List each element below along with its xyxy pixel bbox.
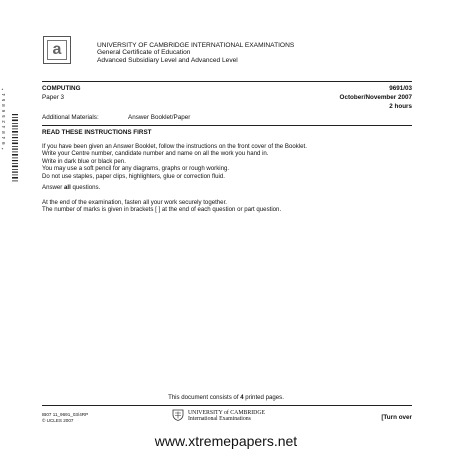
end-instruction-line: The number of marks is given in brackets [ ] at the end of each question or part question.: [42, 206, 282, 214]
instructions-heading: READ THESE INSTRUCTIONS FIRST: [42, 129, 152, 136]
candidate-code: * 9 4 8 4 2 5 6 8 5 4 *: [2, 87, 7, 150]
subject-title: COMPUTING: [42, 85, 81, 92]
footer-university: [188, 410, 265, 423]
top-divider: [42, 81, 412, 82]
end-instructions: [42, 199, 281, 214]
paper-number: Paper 3: [42, 94, 65, 101]
university-header: [97, 42, 294, 64]
document-reference: IB07 11_9691_03/4RP: [42, 412, 89, 417]
answer-instruction: [42, 184, 100, 191]
footer-university-name: UNIVERSITY of CAMBRIDGE: [188, 410, 266, 416]
watermark-url: www.xtremepapers.net: [154, 433, 298, 449]
barcode-icon: [11, 112, 19, 184]
footer-divider: [42, 405, 412, 406]
footer-reference: [42, 412, 88, 423]
certificate-name: General Certificate of Education: [97, 49, 191, 57]
instruction-line: Write in dark blue or black pen.: [42, 157, 126, 165]
instructions-divider: [42, 125, 412, 126]
footer-university-sub: International Examinations: [188, 416, 251, 423]
logo-letter: a: [47, 40, 67, 60]
page-count-note: [0, 394, 452, 401]
answer-prefix: Answer: [42, 184, 65, 191]
paper-code: 9691/03: [389, 85, 412, 92]
exam-session: October/November 2007: [339, 94, 412, 101]
exam-duration: 2 hours: [389, 103, 412, 110]
instruction-line: You may use a soft pencil for any diagrams, graphs or rough working.: [42, 165, 230, 173]
university-name: UNIVERSITY OF CAMBRIDGE INTERNATIONAL EXAMINATIONS: [97, 42, 295, 49]
exam-board-logo: [43, 36, 71, 64]
end-instruction-line: At the end of the examination, fasten all your work securely together.: [42, 199, 227, 206]
copyright-notice: © UCLES 2007: [42, 417, 74, 423]
pages-count: 4: [240, 394, 244, 401]
university-crest-icon: [172, 409, 184, 421]
turn-over-label: [Turn over: [381, 414, 412, 421]
answer-emphasis: all: [64, 184, 71, 191]
answer-suffix: questions.: [70, 184, 101, 191]
materials-value: Answer Booklet/Paper: [128, 114, 191, 121]
materials-label: Additional Materials:: [42, 114, 99, 121]
pages-suffix: printed pages.: [243, 394, 284, 401]
instructions-list: [42, 143, 307, 180]
instruction-line: Do not use staples, paper clips, highlighters, glue or correction fluid.: [42, 172, 225, 180]
pages-prefix: This document consists of: [168, 394, 241, 401]
instruction-line: Write your Centre number, candidate number and name on all the work you hand in.: [42, 150, 269, 158]
level-name: Advanced Subsidiary Level and Advanced Level: [97, 56, 238, 64]
instruction-line: If you have been given an Answer Booklet, follow the instructions on the front cover of the Booklet.: [42, 143, 307, 150]
